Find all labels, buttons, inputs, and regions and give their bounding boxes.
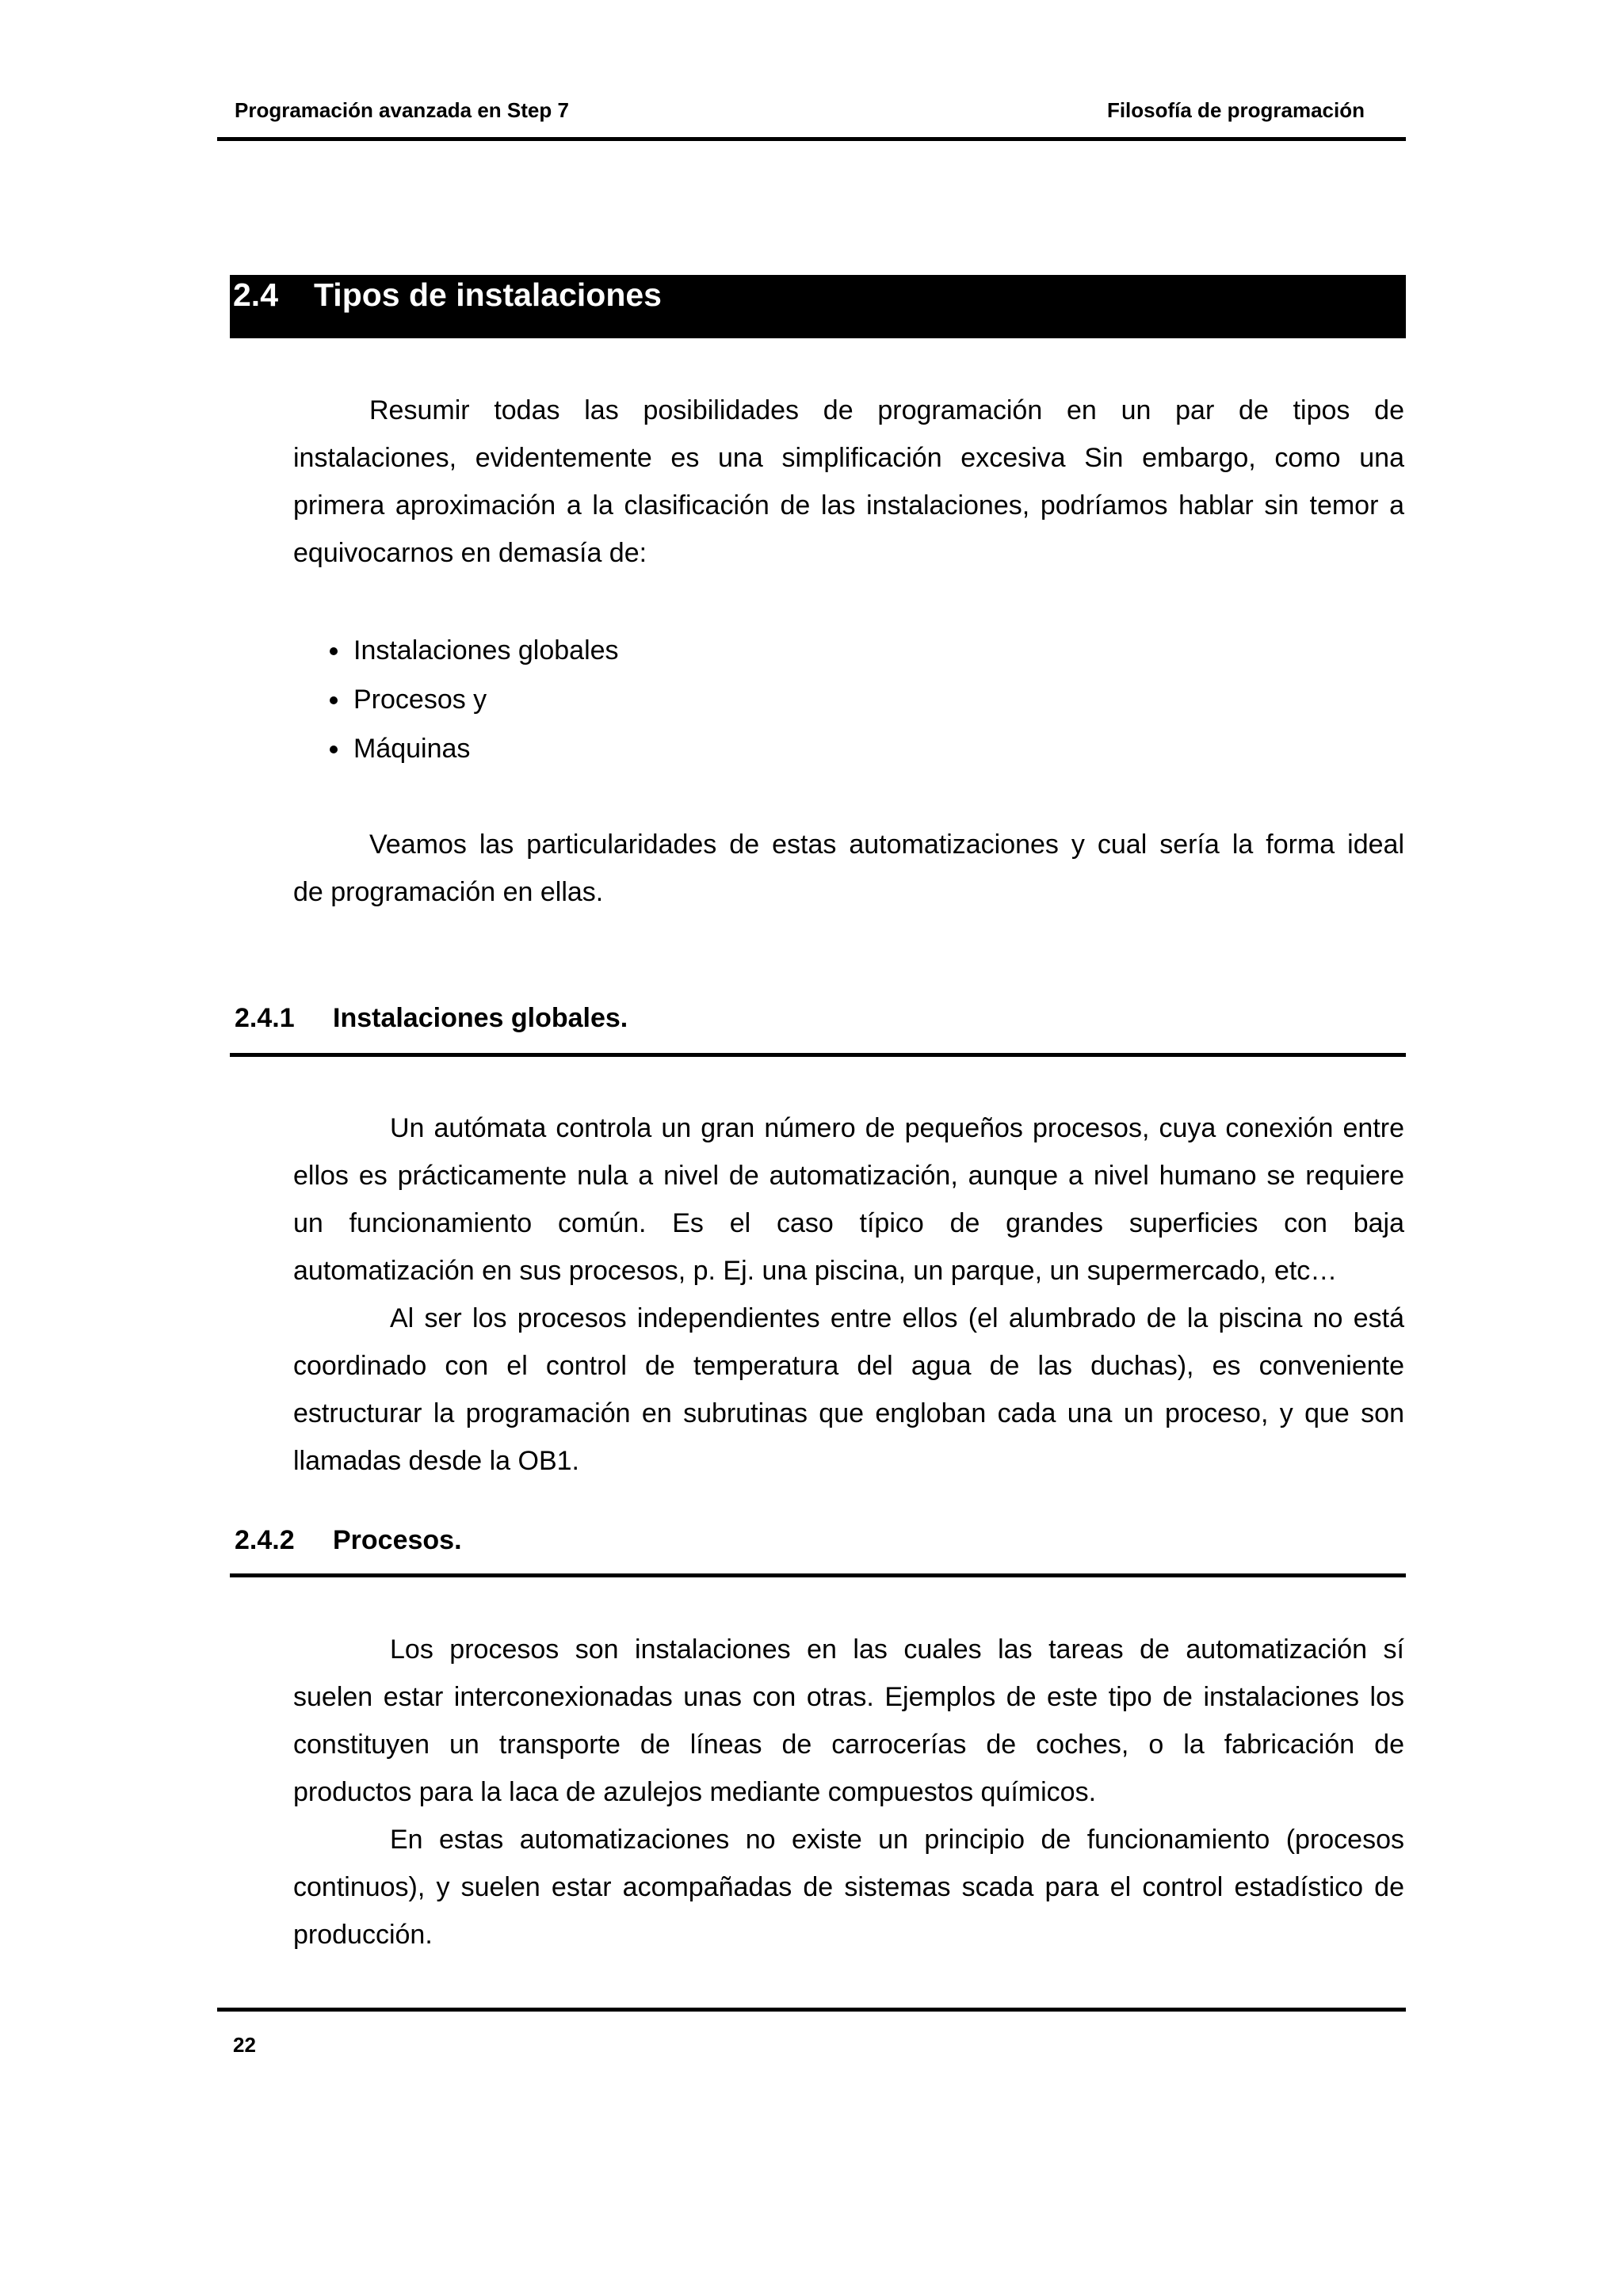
paragraph-line: coordinado con el control de temperatura del agua de las duchas), es conveniente xyxy=(293,1351,1404,1381)
intro-paragraph xyxy=(293,387,1404,577)
paragraph-line: estructurar la programación en subrutinas que engloban cada una un proceso, y que son xyxy=(293,1398,1404,1428)
paragraph-line: Un autómata controla un gran número de pequeños procesos, cuya conexión entre xyxy=(390,1113,1404,1143)
paragraph-line: constituyen un transporte de líneas de carrocerías de coches, o la fabricación de xyxy=(293,1730,1404,1760)
paragraph-line: de programación en ellas. xyxy=(293,877,604,907)
paragraph-line: instalaciones, evidentemente es una simplificación excesiva Sin embargo, como una xyxy=(293,443,1404,473)
paragraph-line: suelen estar interconexionadas unas con otras. Ejemplos de este tipo de instalaciones los xyxy=(293,1682,1404,1712)
bullet-icon xyxy=(330,746,338,753)
bullet-icon xyxy=(330,647,338,655)
running-header-right: Filosofía de programación xyxy=(1106,98,1365,122)
subsection-2-body xyxy=(293,1626,1404,1958)
paragraph-line: continuos), y suelen estar acompañadas de sistemas scada para el control estadístico de xyxy=(293,1872,1404,1902)
page-number: 22 xyxy=(233,2033,256,2057)
subsection-rule xyxy=(230,1053,1406,1057)
section-number: 2.4 xyxy=(233,277,278,313)
paragraph-line: ellos es prácticamente nula a nivel de automatización, aunque a nivel humano se requiere xyxy=(293,1161,1404,1191)
paragraph-line: Los procesos son instalaciones en las cuales las tareas de automatización sí xyxy=(390,1634,1404,1665)
subsection-number: 2.4.2 xyxy=(235,1525,295,1555)
paragraph-line: equivocarnos en demasía de: xyxy=(293,538,647,568)
section-title: Tipos de instalaciones xyxy=(314,277,662,313)
list-item: Instalaciones globales xyxy=(325,626,619,675)
subsection-title: Procesos. xyxy=(333,1525,462,1555)
subsection-rule xyxy=(230,1573,1406,1577)
paragraph-line: En estas automatizaciones no existe un principio de funcionamiento (procesos xyxy=(390,1825,1404,1855)
paragraph-line: Veamos las particularidades de estas automatizaciones y cual sería la forma ideal xyxy=(369,830,1404,860)
bullet-icon xyxy=(330,696,338,704)
paragraph-line: productos para la laca de azulejos mediante compuestos químicos. xyxy=(293,1777,1097,1807)
subsection-heading-2 xyxy=(235,1520,462,1560)
subsection-heading-1 xyxy=(235,998,628,1038)
footer-rule xyxy=(217,2008,1406,2012)
subsection-number: 2.4.1 xyxy=(235,1003,295,1033)
bullet-list xyxy=(325,626,619,773)
paragraph-line: producción. xyxy=(293,1920,433,1950)
paragraph-line: Resumir todas las posibilidades de programación en un par de tipos de xyxy=(369,395,1404,425)
paragraph-line: Al ser los procesos independientes entre ellos (el alumbrado de la piscina no está xyxy=(390,1303,1404,1333)
paragraph-line: automatización en sus procesos, p. Ej. una piscina, un parque, un supermercado, etc… xyxy=(293,1256,1338,1286)
list-item: Procesos y xyxy=(325,675,619,724)
subsection-1-body xyxy=(293,1104,1404,1485)
paragraph-line: un funcionamiento común. Es el caso típico de grandes superficies con baja xyxy=(293,1208,1404,1238)
subsection-title: Instalaciones globales. xyxy=(333,1003,628,1033)
paragraph-line: llamadas desde la OB1. xyxy=(293,1446,579,1476)
header-rule xyxy=(217,137,1406,141)
outro-paragraph xyxy=(293,821,1404,916)
paragraph-line: primera aproximación a la clasificación de las instalaciones, podríamos hablar sin temor a xyxy=(293,490,1404,521)
section-heading-bar xyxy=(230,275,1406,338)
list-item: Máquinas xyxy=(325,724,619,773)
running-header-left: Programación avanzada en Step 7 xyxy=(235,98,569,122)
